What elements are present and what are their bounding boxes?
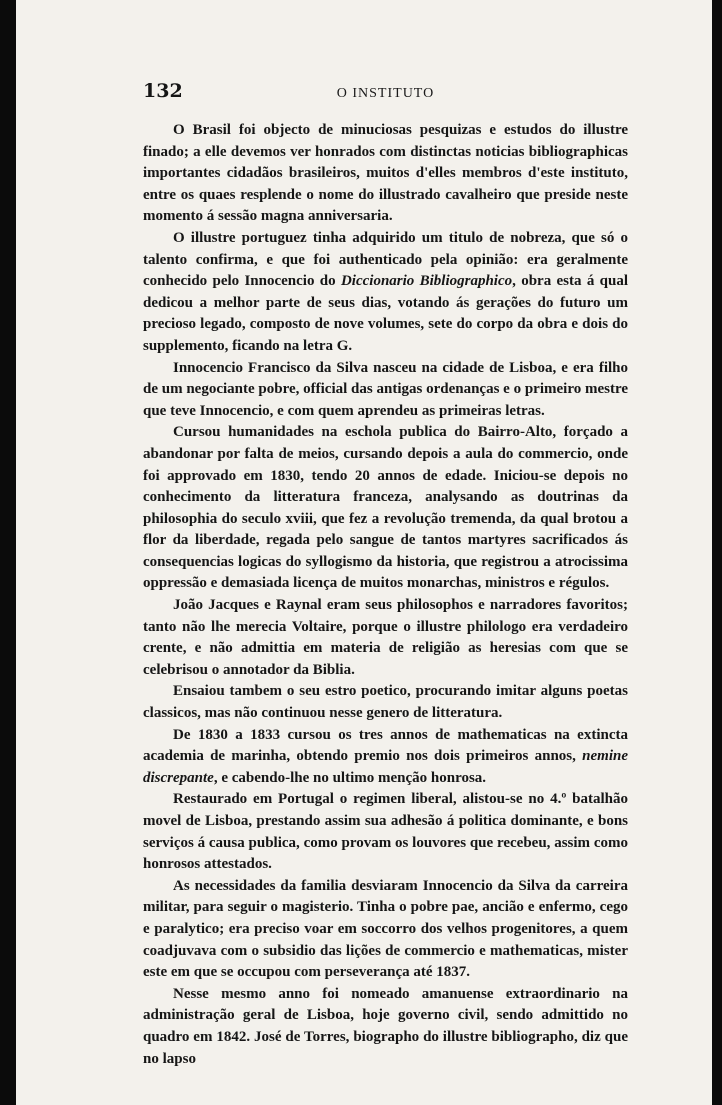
italic-text: nemine discrepante [143, 748, 628, 786]
text-run: Nesse mesmo anno foi nomeado amanuense extraordinario na administração geral de Lisboa, hoje governo civil, sendo admittido no quadro em 1842. José de Torres, biographo do illustre bibliographo, diz que no lapso [143, 985, 628, 1067]
text-run: As necessidades da familia desviaram Innocencio da Silva da carreira militar, para seguir o magisterio. Tinha o pobre pae, ancião e enfermo, cego e paralytico; era preciso voar em soccorro dos velhos progenitores, a quem coadjuvava com o subsidio das lições de commercio e mathematicas, mister este em que se occupou com perseverança até 1837. [143, 877, 628, 981]
text-run: Cursou humanidades na eschola publica do Bairro-Alto, forçado a abandonar por falta de meios, cursando depois a aula do commercio, onde foi approvado em 1830, tendo 20 annos de edade. Iniciou-se depois no conhecimento da litteratura franceza, analysando as doutrinas da philosophia do seculo xviii, que fez a revolução tremenda, da qual brotou a flor da liberdade, regada pelo sangue de tantos martyres sacrificados ás consequencias logicas do syllogismo da historia, que registrou a atrocissima oppressão e demasiada licença de muitos monarchas, ministros e régulos. [143, 424, 628, 592]
paragraph [143, 358, 628, 423]
paragraph [143, 681, 628, 724]
page-number: 132 [143, 80, 183, 102]
text-run: , e cabendo-lhe no ultimo menção honrosa. [213, 769, 487, 786]
text-run: O illustre portuguez tinha adquirido um titulo de nobreza, que só o talento confirma, e que foi authenticado pela opinião: era geralmente conhecido pelo Innocencio do [143, 229, 628, 290]
body-text [143, 120, 628, 1070]
paragraph [143, 422, 628, 595]
text-run: O Brasil foi objecto de minuciosas pesquizas e estudos do illustre finado; a elle devemos ver honrados com distinctas noticias bibliographicas importantes cidadãos brasileiros, muitos d'elles membros d'este instituto, entre os quaes resplende o nome do illustrado cavalheiro que preside neste momento á sessão magna anniversaria. [143, 122, 628, 225]
italic-text: Diccionario Bibliographico [340, 273, 513, 290]
text-run: Innocencio Francisco da Silva nasceu na cidade de Lisboa, e era filho de um negociante pobre, official das antigas ordenanças e o primeiro mestre que teve Innocencio, e com quem aprendeu as primeiras letras. [143, 359, 628, 419]
running-head: O INSTITUTO [336, 86, 435, 101]
paragraph [143, 228, 628, 358]
text-run: Restaurado em Portugal o regimen liberal, alistou-se no 4.º batalhão movel de Lisboa, prestando assim sua adhesão á politica dominante, e bons serviços á causa publica, como provam os louvores que recebeu, assim como honrosos attestados. [143, 791, 628, 873]
text-run: De 1830 a 1833 cursou os tres annos de mathematicas na extincta academia de marinha, obtendo premio nos dois primeiros annos, [143, 726, 628, 765]
paragraph [143, 984, 628, 1070]
paragraph [143, 725, 628, 790]
scan-border-right [712, 0, 722, 1105]
paragraph [143, 789, 628, 875]
page-header [143, 80, 628, 106]
text-run: , obra esta á qual dedicou a melhor parte de seus dias, votando ás gerações do futuro um precioso legado, composto de nove volumes, sete do corpo da obra e dois do supplemento, ficando na letra G. [143, 273, 629, 354]
scan-border-left [0, 0, 16, 1105]
text-run: Ensaiou tambem o seu estro poetico, procurando imitar alguns poetas classicos, mas não continuou nesse genero de litteratura. [143, 683, 628, 722]
paragraph [143, 876, 628, 984]
text-run: João Jacques e Raynal eram seus philosophos e narradores favoritos; tanto não lhe merecia Voltaire, porque o illustre philologo era verdadeiro crente, e não admittia em materia de religião as heresias com que se celebrisou o annotador da Biblia. [143, 597, 628, 678]
paragraph [143, 595, 628, 681]
paragraph [143, 120, 628, 228]
